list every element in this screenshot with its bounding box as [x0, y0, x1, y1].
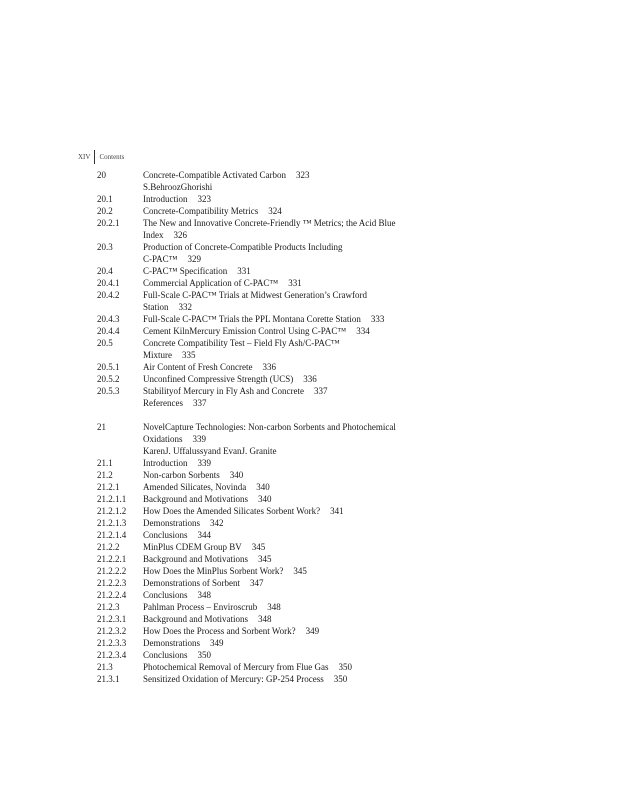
title-text: Demonstrations: [143, 518, 200, 528]
title-line: [143, 625, 437, 637]
title-text: S.BehroozGhorishi: [143, 182, 213, 192]
section-title: [143, 637, 437, 649]
toc-entry: [97, 337, 437, 361]
toc-entry: [97, 205, 437, 217]
title-text: Conclusions: [143, 590, 188, 600]
title-text: Index: [143, 230, 164, 240]
section-number: 20.3: [97, 242, 113, 252]
title-line: [143, 289, 437, 301]
title-line: [143, 241, 437, 253]
toc-entry: [97, 325, 437, 337]
page-reference: 348: [197, 590, 212, 600]
section-title: [143, 541, 437, 553]
toc-entry: [97, 385, 437, 397]
page-reference: 340: [256, 482, 270, 492]
toc-entry: [97, 493, 437, 505]
section-number: 21.2.2.3: [97, 578, 127, 588]
section-number: [97, 397, 143, 409]
title-text: C-PAC™: [143, 254, 178, 264]
section-number: 21.2.3.3: [97, 638, 127, 648]
title-line: [143, 505, 437, 517]
title-line: [143, 565, 437, 577]
title-text: Conclusions: [143, 650, 188, 660]
page-reference: 344: [197, 530, 212, 540]
section-title: [143, 457, 437, 469]
section-title: [143, 289, 437, 313]
toc-entry: [97, 289, 437, 313]
title-line: [143, 493, 437, 505]
page-reference: 323: [295, 170, 310, 180]
title-line: [143, 337, 437, 349]
title-text: KarenJ. Uffalussyand EvanJ. Granite: [143, 446, 277, 456]
section-number: 21.2.3.4: [97, 650, 127, 660]
title-line: [143, 361, 437, 373]
page-reference: 333: [370, 314, 385, 324]
toc-entry: [97, 193, 437, 205]
title-text: Introduction: [143, 458, 188, 468]
section-title: [143, 313, 437, 325]
toc-entry: [97, 181, 437, 193]
title-text: Air Content of Fresh Concrete: [143, 362, 253, 372]
section-title: [143, 469, 437, 481]
section-number: 20.5.3: [97, 386, 120, 396]
section-title: [143, 673, 437, 685]
page-header: [78, 150, 124, 164]
section-number: 20.4.3: [97, 314, 120, 324]
title-text: Mixture: [143, 350, 172, 360]
section-title: [143, 373, 437, 385]
title-text: Concrete-Compatible Activated Carbon: [143, 170, 286, 180]
section-number: 20.2.1: [97, 218, 120, 228]
section-title: [143, 337, 437, 361]
section-title: [143, 565, 437, 577]
title-line: [143, 661, 437, 673]
page-number: XIV: [78, 153, 91, 161]
toc-entry: [97, 241, 437, 265]
title-text: Unconfined Compressive Strength (UCS): [143, 374, 294, 384]
section-number: 20.1: [97, 194, 113, 204]
page-reference: 350: [197, 650, 212, 660]
section-title: [143, 661, 437, 673]
page-reference: 348: [267, 602, 281, 612]
toc-entry: [97, 625, 437, 637]
title-text: Pahlman Process – Enviroscrub: [143, 602, 258, 612]
toc-entry: [97, 613, 437, 625]
title-text: References: [143, 398, 183, 408]
page-reference: 348: [258, 614, 272, 624]
page-reference: 336: [262, 362, 276, 372]
title-text: The New and Innovative Concrete-Friendly ™ Metrics; the Acid Blue: [143, 218, 396, 228]
title-line: [143, 601, 437, 613]
section-title: [143, 445, 437, 457]
page-reference: 331: [237, 266, 251, 276]
section-number: 20.4.1: [97, 278, 120, 288]
title-text: Sensitized Oxidation of Mercury: GP-254 Process: [143, 674, 324, 684]
section-title: [143, 361, 437, 373]
section-title: [143, 397, 437, 409]
page-reference: 350: [338, 662, 352, 672]
section-number: 21.2.2.1: [97, 554, 127, 564]
title-text: Amended Silicates, Novinda: [143, 482, 247, 492]
title-text: Full-Scale C-PAC™ Trials at Midwest Generation’s Crawford: [143, 290, 367, 300]
toc-entry: [97, 553, 437, 565]
section-number: 21.2.1.2: [97, 506, 127, 516]
toc-entry: [97, 601, 437, 613]
page-reference: 337: [192, 398, 207, 408]
toc-entry: [97, 517, 437, 529]
title-line: [143, 193, 437, 205]
page-reference: 340: [258, 494, 272, 504]
title-line: [143, 445, 437, 457]
section-number: 21.3: [97, 662, 113, 672]
title-line: [143, 577, 437, 589]
toc-entry: [97, 469, 437, 481]
title-text: Non-carbon Sorbents: [143, 470, 220, 480]
section-number: 21.2.2: [97, 542, 120, 552]
toc-entry: [97, 313, 437, 325]
toc-entry: [97, 277, 437, 289]
section-title: [143, 205, 437, 217]
section-number: 21.2.3.1: [97, 614, 127, 624]
title-line: [143, 277, 437, 289]
page-reference: 349: [210, 638, 224, 648]
title-text: Photochemical Removal of Mercury from Flue Gas: [143, 662, 329, 672]
title-text: Cement KilnMercury Emission Control Using C-PAC™: [143, 326, 347, 336]
title-text: C-PAC™ Specification: [143, 266, 228, 276]
title-text: Background and Motivations: [143, 614, 248, 624]
section-title: [143, 577, 437, 589]
section-number: 21.2.3.2: [97, 626, 127, 636]
title-line: [143, 529, 437, 541]
toc-entry: [97, 169, 437, 181]
section-title: [143, 505, 437, 517]
section-title: [143, 649, 437, 661]
section-number: 20.5: [97, 338, 113, 348]
title-line: [143, 457, 437, 469]
section-title: [143, 193, 437, 205]
title-text: Demonstrations of Sorbent: [143, 578, 240, 588]
toc-entry: [97, 577, 437, 589]
page-reference: 336: [303, 374, 317, 384]
toc-entry: [97, 661, 437, 673]
title-line: [143, 253, 437, 265]
toc-entry: [97, 421, 437, 445]
title-text: Commercial Application of C-PAC™: [143, 278, 279, 288]
page-reference: 347: [250, 578, 264, 588]
section-title: [143, 625, 437, 637]
title-line: [143, 181, 437, 193]
title-text: MinPlus CDEM Group BV: [143, 542, 242, 552]
section-number: 20: [97, 170, 106, 180]
toc-entry: [97, 457, 437, 469]
section-number: 21.3.1: [97, 674, 120, 684]
title-text: Conclusions: [143, 530, 188, 540]
page-reference: 334: [356, 326, 370, 336]
title-line: [143, 301, 437, 313]
title-text: How Does the MinPlus Sorbent Work?: [143, 566, 284, 576]
section-number: 21.2.2.4: [97, 590, 127, 600]
title-text: Stabilityof Mercury in Fly Ash and Concrete: [143, 386, 304, 396]
section-number: 21.2.2.2: [97, 566, 127, 576]
section-number: 20.4.4: [97, 326, 120, 336]
page-reference: 342: [210, 518, 224, 528]
section-title: [143, 517, 437, 529]
page-reference: 323: [197, 194, 211, 204]
page-reference: 345: [258, 554, 272, 564]
title-line: [143, 433, 437, 445]
title-line: [143, 613, 437, 625]
section-number: [97, 181, 143, 193]
page-reference: 339: [192, 434, 206, 444]
title-text: Full-Scale C-PAC™ Trials the PPL Montana Corette Station: [143, 314, 361, 324]
section-number: 20.4: [97, 266, 113, 276]
title-line: [143, 169, 437, 181]
title-text: Demonstrations: [143, 638, 200, 648]
title-line: [143, 673, 437, 685]
title-line: [143, 541, 437, 553]
toc-entry: [97, 565, 437, 577]
page-reference: 341: [330, 506, 344, 516]
title-line: [143, 397, 437, 409]
title-text: Production of Concrete-Compatible Products Including: [143, 242, 343, 252]
section-number: 21.2.1.4: [97, 530, 127, 540]
title-text: Station: [143, 302, 169, 312]
section-title: [143, 529, 437, 541]
toc-entry: [97, 373, 437, 385]
page-reference: 326: [173, 230, 187, 240]
section-number: [97, 445, 143, 457]
title-line: [143, 649, 437, 661]
page-reference: 340: [229, 470, 244, 480]
page-reference: 332: [178, 302, 193, 312]
title-line: [143, 481, 437, 493]
title-text: Introduction: [143, 194, 188, 204]
toc-entry: [97, 397, 437, 409]
section-title: [143, 493, 437, 505]
title-line: [143, 229, 437, 241]
title-text: NovelCapture Technologies: Non-carbon Sorbents and Photochemical: [143, 422, 396, 432]
section-number: 20.2: [97, 206, 113, 216]
page-reference: 349: [305, 626, 320, 636]
page-reference: 329: [187, 254, 202, 264]
section-number: 20.5.1: [97, 362, 120, 372]
section-title: [143, 181, 437, 193]
page-reference: 337: [313, 386, 328, 396]
title-text: Concrete-Compatibility Metrics: [143, 206, 259, 216]
section-title: [143, 277, 437, 289]
section-title: [143, 601, 437, 613]
toc-entry: [97, 481, 437, 493]
section-title: [143, 589, 437, 601]
page-reference: 331: [288, 278, 302, 288]
page-reference: 345: [251, 542, 266, 552]
section-number: 20.4.2: [97, 290, 120, 300]
toc-entry: [97, 445, 437, 457]
toc-entry: [97, 361, 437, 373]
section-number: 21.2.3: [97, 602, 120, 612]
toc-entry: [97, 505, 437, 517]
toc-entry: [97, 649, 437, 661]
title-line: [143, 265, 437, 277]
title-text: How Does the Amended Silicates Sorbent Work?: [143, 506, 321, 516]
section-number: 21.2: [97, 470, 113, 480]
title-text: Background and Motivations: [143, 494, 248, 504]
title-line: [143, 349, 437, 361]
title-line: [143, 373, 437, 385]
section-number: 21.2.1.3: [97, 518, 127, 528]
toc-entry: [97, 529, 437, 541]
section-title: [143, 265, 437, 277]
page-reference: 335: [182, 350, 196, 360]
section-number: 21.2.1: [97, 482, 120, 492]
toc-entry: [97, 217, 437, 241]
section-title: [143, 385, 437, 397]
title-line: [143, 589, 437, 601]
section-title: [143, 325, 437, 337]
page-reference: 345: [293, 566, 307, 576]
title-line: [143, 517, 437, 529]
title-line: [143, 553, 437, 565]
section-title: [143, 421, 437, 445]
section-title: [143, 217, 437, 241]
toc-entry: [97, 673, 437, 685]
title-text: Concrete Compatibility Test – Field Fly Ash/C-PAC™: [143, 338, 340, 348]
title-line: [143, 313, 437, 325]
section-title: [143, 481, 437, 493]
title-line: [143, 385, 437, 397]
section-title: [143, 241, 437, 265]
title-line: [143, 325, 437, 337]
toc-entry: [97, 589, 437, 601]
section-title: [143, 613, 437, 625]
toc-entry: [97, 541, 437, 553]
toc-entry: [97, 637, 437, 649]
section-number: 21.1: [97, 458, 113, 468]
page-reference: 339: [197, 458, 211, 468]
title-text: Oxidations: [143, 434, 183, 444]
title-line: [143, 469, 437, 481]
table-of-contents: [97, 169, 437, 685]
title-text: How Does the Process and Sorbent Work?: [143, 626, 296, 636]
page-reference: 324: [268, 206, 282, 216]
running-head: Contents: [99, 153, 125, 161]
title-text: Background and Motivations: [143, 554, 248, 564]
section-title: [143, 553, 437, 565]
title-line: [143, 217, 437, 229]
toc-entry: [97, 265, 437, 277]
section-number: 21.2.1.1: [97, 494, 127, 504]
section-title: [143, 169, 437, 181]
title-line: [143, 421, 437, 433]
section-number: 21: [97, 422, 106, 432]
title-line: [143, 637, 437, 649]
section-number: 20.5.2: [97, 374, 120, 384]
title-line: [143, 205, 437, 217]
page-reference: 350: [333, 674, 348, 684]
